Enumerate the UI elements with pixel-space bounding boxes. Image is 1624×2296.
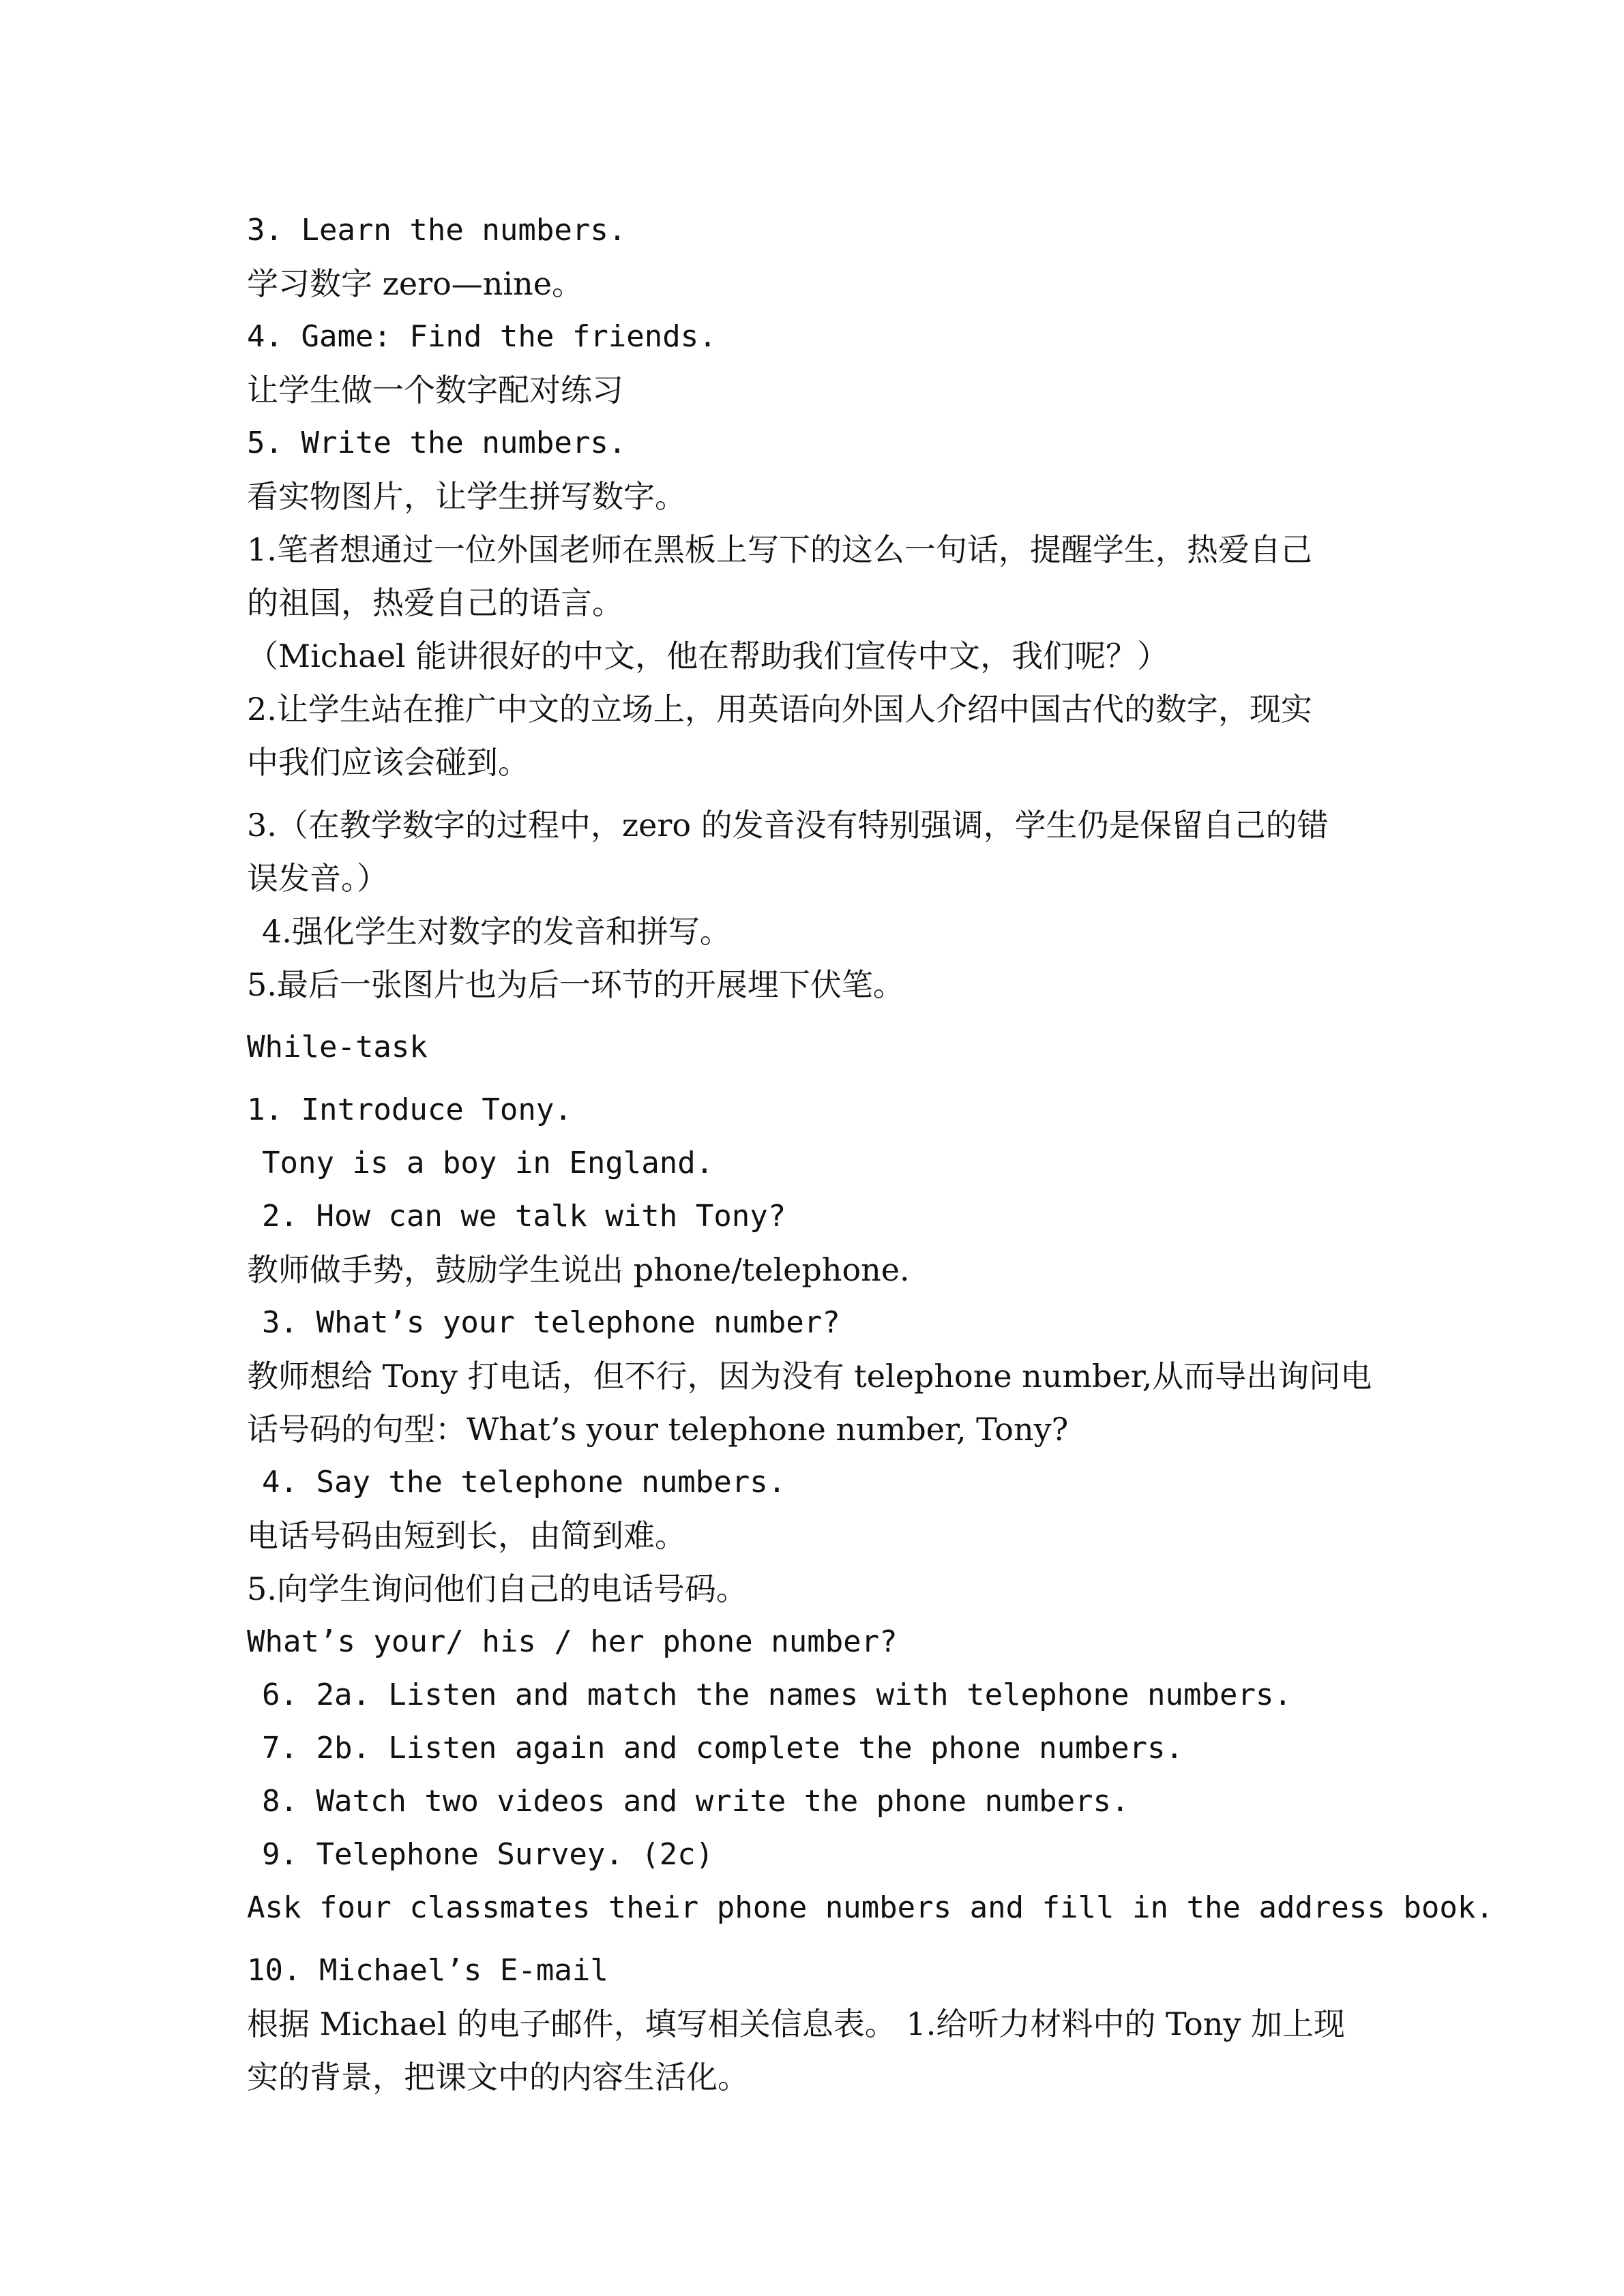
text-line: 让学生做一个数字配对练习 [247,372,623,408]
text-line: 2. How can we talk with Tony? [262,1199,786,1234]
text-line: 4.强化学生对数字的发音和拼写。 [262,913,731,950]
text-line: 3.（在教学数字的过程中，zero 的发音没有特别强调，学生仍是保留自己的错 [247,807,1329,844]
text-line: 的祖国，热爱自己的语言。 [247,584,623,621]
text-line: 看实物图片，让学生拼写数字。 [247,478,686,515]
text-line: 教师做手势，鼓励学生说出 phone/telephone. [247,1251,910,1288]
text-line: 4. Game: Find the friends. [247,319,717,354]
text-line: 实的背景，把课文中的内容生活化。 [247,2059,749,2096]
text-line: 学习数字 zero—nine。 [247,265,583,302]
text-line: 2.让学生站在推广中文的立场上，用英语向外国人介绍中国古代的数字，现实 [247,691,1312,728]
text-line: Ask four classmates their phone numbers and fill in the address book. [247,1890,1494,1925]
text-line: What’s your/ his / her phone number? [247,1624,898,1659]
text-line: 4. Say the telephone numbers. [262,1465,786,1500]
text-line: 5.最后一张图片也为后一环节的开展埋下伏笔。 [247,966,904,1003]
text-line: 5.向学生询问他们自己的电话号码。 [247,1570,748,1607]
text-line: 3. Learn the numbers. [247,213,627,248]
text-line: 1.笔者想通过一位外国老师在黑板上写下的这么一句话，提醒学生，热爱自己 [247,531,1312,568]
text-line: 话号码的句型：What’s your telephone number, Tony? [247,1411,1069,1448]
text-line: （Michael 能讲很好的中文，他在帮助我们宣传中文，我们呢？） [247,638,1169,674]
text-line: Tony is a boy in England. [262,1146,714,1180]
text-line: 9. Telephone Survey. (2c) [262,1837,714,1872]
text-line: 1. Introduce Tony. [247,1092,572,1127]
text-line: 误发音。） [247,860,388,897]
text-line: 电话号码由短到长，由简到难。 [247,1517,686,1554]
text-line: 5. Write the numbers. [247,426,627,460]
text-line: 10. Michael’s E-mail [247,1953,608,1988]
section-heading: While-task [247,1030,428,1064]
text-line: 教师想给 Tony 打电话，但不行，因为没有 telephone number,从而导出询问电 [247,1358,1372,1395]
text-line: 3. What’s your telephone number? [262,1305,840,1340]
text-line: 中我们应该会碰到。 [247,744,529,781]
text-line: 8. Watch two videos and write the phone numbers. [262,1784,1130,1819]
text-line: 7. 2b. Listen again and complete the phone numbers. [262,1731,1184,1765]
text-line: 根据 Michael 的电子邮件，填写相关信息表。 1.给听力材料中的 Tony 加上现 [247,2006,1345,2042]
text-line: 6. 2a. Listen and match the names with telephone numbers. [262,1678,1292,1712]
